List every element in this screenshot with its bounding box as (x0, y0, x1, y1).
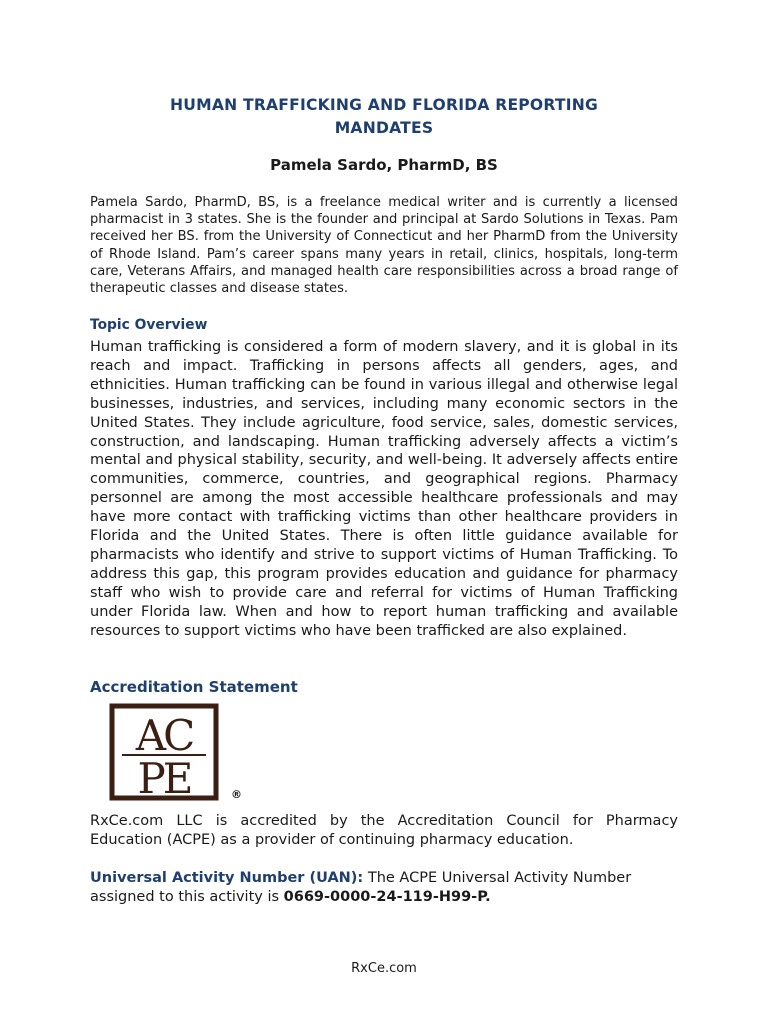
document-title (90, 94, 678, 140)
accreditation-heading: Accreditation Statement (90, 678, 298, 696)
page-footer: RxCe.com (351, 961, 417, 976)
title-line-1: HUMAN TRAFFICKING AND FLORIDA REPORTING (170, 96, 598, 114)
topic-overview-heading: Topic Overview (90, 317, 208, 333)
accreditation-body: RxCe.com LLC is accredited by the Accreditation Council for Pharmacy Education (ACPE) as a provider of continuing pharmacy education. (90, 813, 678, 848)
author-name: Pamela Sardo, PharmD, BS (270, 156, 498, 174)
author-bio: Pamela Sardo, PharmD, BS, is a freelance medical writer and is currently a licensed pharmacist in 3 states. She is the founder and principal at Sardo Solutions in Texas. Pam received her BS. from the University of Connecticut and her PharmD from the University of Rhode Island. Pam’s career spans many years in retail, clinics, hospitals, long-term care, Veterans Affairs, and managed health care responsibilities across a broad range of therapeutic classes and disease states. (90, 195, 678, 297)
acpe-logo (90, 700, 316, 806)
svg-text:AC: AC (135, 711, 193, 760)
topic-overview-body: Human trafficking is considered a form of modern slavery, and it is global in its reach and impact. Trafficking in persons affects all genders, ages, and ethnicities. Human trafficking can be found in various illegal and otherwise legal businesses, industries, and services, including many economic sectors in the United States. They include agriculture, food service, sales, domestic services, construction, and landscaping. Human trafficking adversely affects a victim’s mental and physical stability, security, and well-being. It adversely affects entire communities, commerce, countries, and geographical regions. Pharmacy personnel are among the most accessible healthcare professionals and may have more contact with trafficking victims than other healthcare providers in Florida and the United States. There is often little guidance available for pharmacists who identify and strive to support victims of Human Trafficking. To address this gap, this program provides education and guidance for pharmacy staff who wish to provide care and referral for victims of Human Trafficking under Florida law. When and how to report human trafficking and available resources to support victims who have been trafficked are also explained. (90, 339, 678, 639)
uan-number: 0669-0000-24-119-H99-P. (283, 889, 491, 905)
title-line-2: MANDATES (334, 119, 434, 137)
uan-label: Universal Activity Number (UAN): (90, 870, 364, 886)
uan-paragraph (90, 869, 678, 907)
uan-text: The ACPE Universal Activity Number assigned to this activity is (90, 870, 632, 905)
registered-mark: ® (231, 788, 242, 801)
svg-text:PE: PE (137, 754, 191, 803)
